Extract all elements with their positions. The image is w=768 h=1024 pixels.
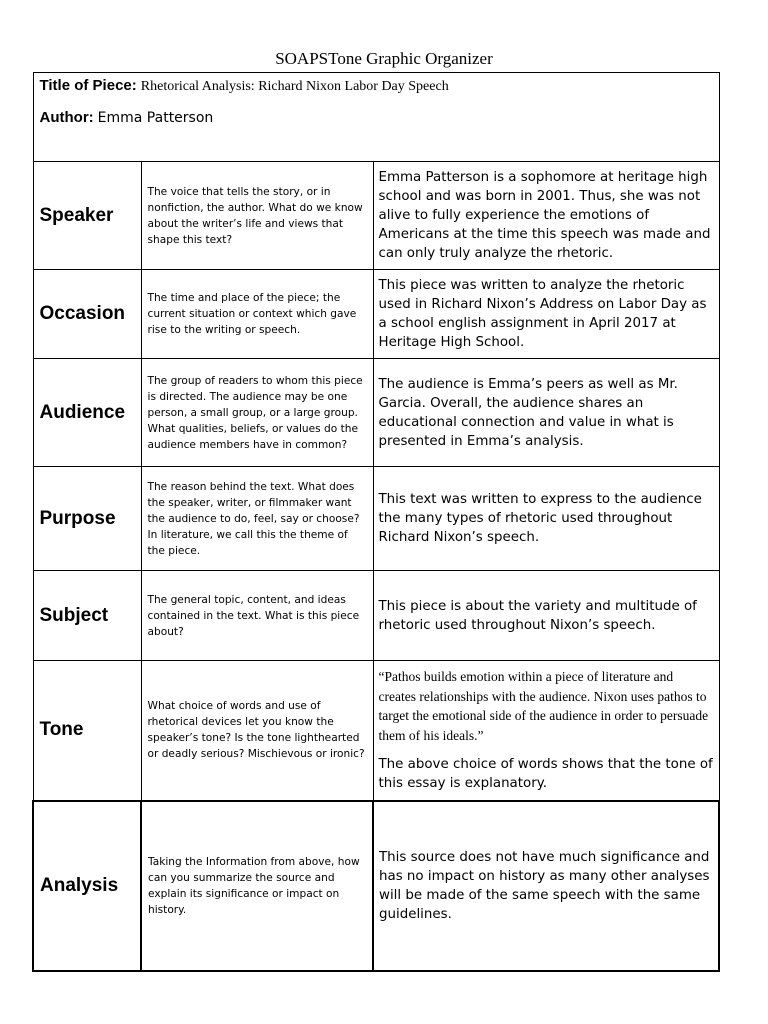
title-value: Rhetorical Analysis: Richard Nixon Labor Day Speech (140, 79, 449, 94)
row-subject (33, 571, 719, 661)
author-value: Emma Patterson (97, 110, 214, 126)
row-description-speaker: The voice that tells the story, or in nonfiction, the author. What do we know about the writer’s life and views that shape this text? (141, 162, 373, 270)
author-label: Author: (39, 109, 94, 126)
tone-quote: “Pathos builds emotion within a piece of literature and creates relationships with the audience. Nixon uses pathos to target the emotional side of the audience in order to persuade them of his ideals.” (378, 669, 709, 743)
row-label-occasion: Occasion (33, 270, 141, 359)
row-description-purpose: The reason behind the text. What does the speaker, writer, or filmmaker want the audience to do, feel, say or choose? In literature, we call this the theme of the piece. (141, 467, 373, 571)
row-label-analysis: Analysis (33, 801, 141, 971)
row-label-speaker: Speaker (33, 162, 141, 270)
row-response-analysis: This source does not have much significance and has no impact on history as many other analyses will be made of the same speech with the same guidelines. (373, 801, 719, 971)
tone-explanation: The above choice of words shows that the tone of this essay is explanatory. (378, 757, 713, 792)
author-line (40, 109, 713, 127)
row-purpose (33, 467, 719, 571)
row-response-purpose: This text was written to express to the audience the many types of rhetoric used throughout Richard Nixon’s speech. (373, 467, 719, 571)
row-label-tone: Tone (33, 661, 141, 801)
header-row (33, 73, 719, 162)
row-response-audience: The audience is Emma’s peers as well as Mr. Garcia. Overall, the audience shares an educational connection and value in what is presented in Emma’s analysis. (373, 359, 719, 467)
title-line (40, 77, 713, 95)
row-response-tone (373, 661, 719, 801)
row-analysis (33, 801, 719, 971)
document-title: SOAPSTone Graphic Organizer (275, 49, 493, 68)
row-label-purpose: Purpose (33, 467, 141, 571)
soapstone-table (32, 72, 720, 972)
row-description-occasion: The time and place of the piece; the current situation or context which gave rise to the writing or speech. (141, 270, 373, 359)
row-description-tone: What choice of words and use of rhetorical devices let you know the speaker’s tone? Is the tone lighthearted or deadly serious? Mischievous or ironic? (141, 661, 373, 801)
title-label: Title of Piece: (39, 77, 137, 94)
row-label-subject: Subject (33, 571, 141, 661)
row-response-subject: This piece is about the variety and multitude of rhetoric used throughout Nixon’s speech. (373, 571, 719, 661)
row-description-subject: The general topic, content, and ideas contained in the text. What is this piece about? (141, 571, 373, 661)
row-speaker (33, 162, 719, 270)
row-description-audience: The group of readers to whom this piece is directed. The audience may be one person, a small group, or a large group. What qualities, beliefs, or values do the audience members have in common? (141, 359, 373, 467)
row-audience (33, 359, 719, 467)
row-tone (33, 661, 719, 801)
row-description-analysis: Taking the Information from above, how can you summarize the source and explain its significance or impact on history. (141, 801, 373, 971)
row-label-audience: Audience (33, 359, 141, 467)
row-response-occasion: This piece was written to analyze the rhetoric used in Richard Nixon’s Address on Labor Day as a school english assignment in April 2017 at Heritage High School. (373, 270, 719, 359)
row-response-speaker: Emma Patterson is a sophomore at heritage high school and was born in 2001. Thus, she was not alive to fully experience the emotions of Americans at the time this speech was made and can only truly analyze the rhetoric. (373, 162, 719, 270)
row-occasion (33, 270, 719, 359)
header-cell (33, 73, 719, 162)
